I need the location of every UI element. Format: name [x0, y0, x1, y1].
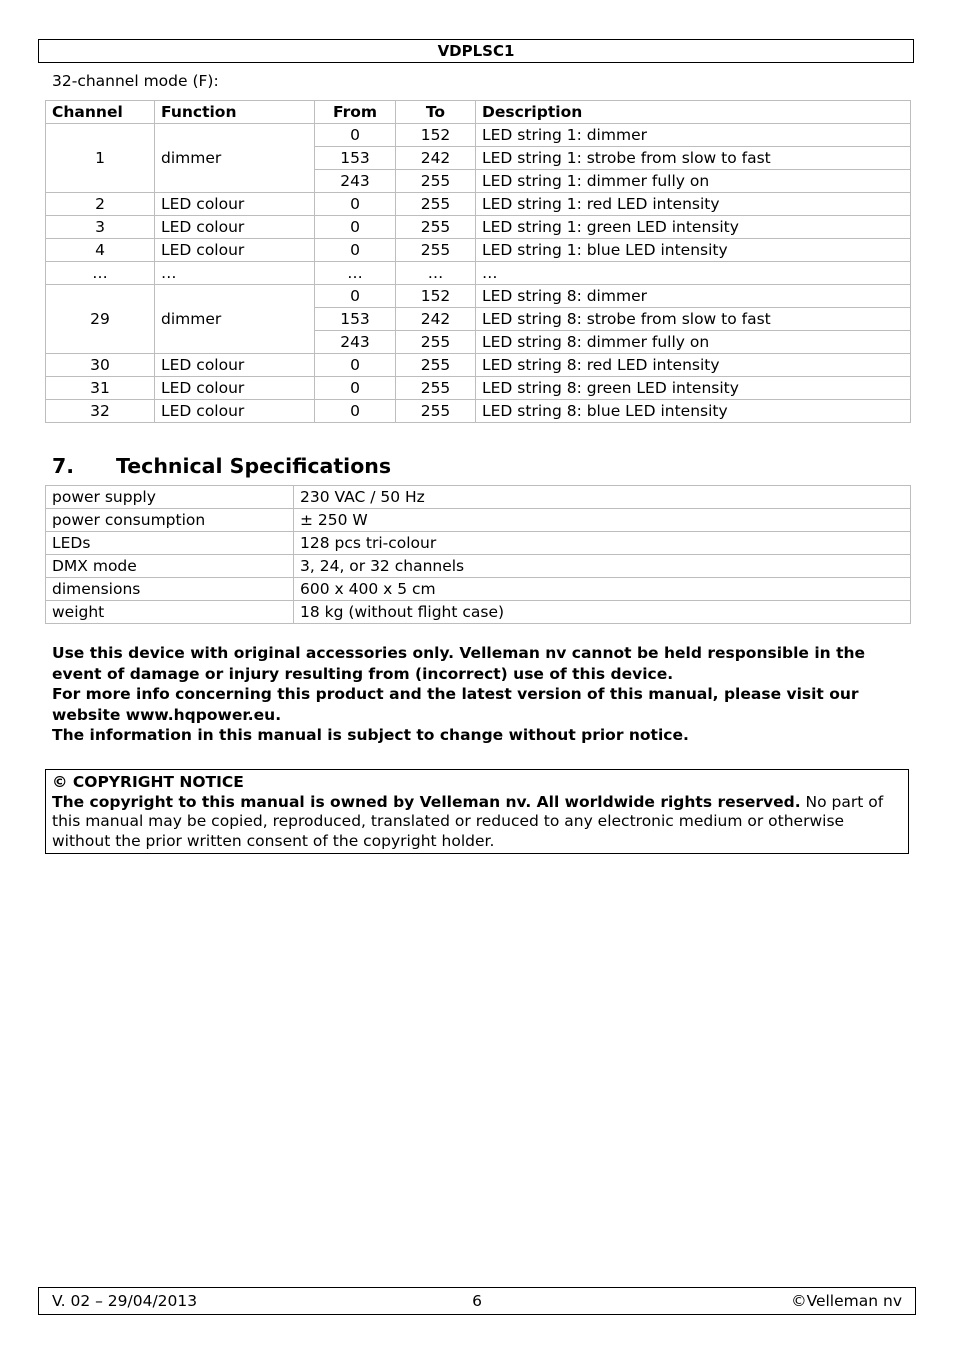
copyright-text: No part of this manual may be copied, reproduced, translated or reduced to any electronic medium or otherwise without the prior written consent of the copyright holder.: [52, 792, 884, 850]
section-title: Technical Specifications: [116, 454, 392, 478]
spec-value: 18 kg (without flight case): [294, 601, 911, 624]
page-header: [38, 39, 914, 63]
spec-row: [46, 509, 911, 532]
description-cell: …: [476, 262, 911, 285]
table-row: [46, 354, 911, 377]
spec-row: [46, 532, 911, 555]
accessories-notice: Use this device with original accessories only. Velleman nv cannot be held responsible in the event of damage or injury resulting from (incorrect) use of this device.: [52, 644, 866, 683]
function-cell: …: [155, 262, 315, 285]
description-cell: LED string 1: green LED intensity: [476, 216, 911, 239]
spec-label: power supply: [46, 486, 294, 509]
table-row: [46, 400, 911, 423]
from-cell: 0: [315, 400, 396, 423]
spec-row: [46, 486, 911, 509]
from-cell: 0: [315, 354, 396, 377]
channel-cell: 4: [46, 239, 155, 262]
copyright-body: [52, 793, 902, 852]
channel-cell: …: [46, 262, 155, 285]
from-cell: 0: [315, 239, 396, 262]
to-cell: 255: [396, 216, 476, 239]
mode-label: 32-channel mode (F):: [52, 72, 219, 90]
to-cell: 255: [396, 170, 476, 193]
channel-cell: 30: [46, 354, 155, 377]
section-number: 7.: [52, 454, 75, 478]
footer-owner: ©Velleman nv: [791, 1292, 902, 1310]
description-cell: LED string 1: dimmer: [476, 124, 911, 147]
table-row: [46, 262, 911, 285]
channel-table: [45, 100, 911, 423]
spec-label: dimensions: [46, 578, 294, 601]
to-cell: 152: [396, 124, 476, 147]
spec-value: 3, 24, or 32 channels: [294, 555, 911, 578]
channel-cell: 31: [46, 377, 155, 400]
spec-row: [46, 555, 911, 578]
spec-label: power consumption: [46, 509, 294, 532]
channel-cell: 29: [46, 285, 155, 354]
function-cell: LED colour: [155, 400, 315, 423]
description-cell: LED string 8: green LED intensity: [476, 377, 911, 400]
page-footer: [38, 1287, 916, 1315]
from-cell: 153: [315, 308, 396, 331]
to-cell: 255: [396, 239, 476, 262]
function-cell: dimmer: [155, 285, 315, 354]
spec-value: ± 250 W: [294, 509, 911, 532]
channel-table-header-row: [46, 101, 911, 124]
table-row: [46, 239, 911, 262]
spec-label: LEDs: [46, 532, 294, 555]
notice-block: [52, 643, 902, 746]
to-cell: …: [396, 262, 476, 285]
function-cell: LED colour: [155, 377, 315, 400]
from-cell: 153: [315, 147, 396, 170]
from-cell: 0: [315, 124, 396, 147]
description-cell: LED string 8: dimmer: [476, 285, 911, 308]
description-cell: LED string 1: blue LED intensity: [476, 239, 911, 262]
spec-value: 230 VAC / 50 Hz: [294, 486, 911, 509]
footer-page-number: 6: [472, 1292, 482, 1310]
table-row: [46, 193, 911, 216]
from-cell: 0: [315, 377, 396, 400]
section-heading: [52, 452, 391, 480]
to-cell: 255: [396, 193, 476, 216]
description-cell: LED string 1: dimmer fully on: [476, 170, 911, 193]
to-cell: 255: [396, 377, 476, 400]
description-cell: LED string 8: blue LED intensity: [476, 400, 911, 423]
description-cell: LED string 8: red LED intensity: [476, 354, 911, 377]
from-cell: 243: [315, 331, 396, 354]
copyright-bold-text: The copyright to this manual is owned by Velleman nv. All worldwide rights reserved.: [52, 792, 801, 811]
specifications-table: [45, 485, 911, 624]
copyright-box: [45, 769, 909, 854]
spec-row: [46, 601, 911, 624]
to-cell: 242: [396, 308, 476, 331]
channel-cell: 32: [46, 400, 155, 423]
model-name: VDPLSC1: [437, 42, 515, 60]
copyright-title: © COPYRIGHT NOTICE: [52, 773, 244, 791]
table-row: [46, 216, 911, 239]
to-cell: 255: [396, 400, 476, 423]
header-to: To: [396, 101, 476, 124]
header-from: From: [315, 101, 396, 124]
channel-cell: 2: [46, 193, 155, 216]
function-cell: dimmer: [155, 124, 315, 193]
from-cell: 0: [315, 216, 396, 239]
description-cell: LED string 8: strobe from slow to fast: [476, 308, 911, 331]
spec-label: weight: [46, 601, 294, 624]
header-channel: Channel: [46, 101, 155, 124]
function-cell: LED colour: [155, 239, 315, 262]
header-description: Description: [476, 101, 911, 124]
change-notice: The information in this manual is subject to change without prior notice.: [52, 726, 689, 744]
spec-row: [46, 578, 911, 601]
to-cell: 255: [396, 331, 476, 354]
channel-cell: 3: [46, 216, 155, 239]
table-row: [46, 377, 911, 400]
description-cell: LED string 1: strobe from slow to fast: [476, 147, 911, 170]
spec-value: 128 pcs tri-colour: [294, 532, 911, 555]
table-row: [46, 124, 911, 147]
website-notice: For more info concerning this product and the latest version of this manual, please visit our website www.hqpower.eu.: [52, 685, 859, 724]
function-cell: LED colour: [155, 216, 315, 239]
to-cell: 242: [396, 147, 476, 170]
footer-version: V. 02 – 29/04/2013: [52, 1292, 198, 1310]
from-cell: 0: [315, 285, 396, 308]
from-cell: …: [315, 262, 396, 285]
spec-label: DMX mode: [46, 555, 294, 578]
spec-value: 600 x 400 x 5 cm: [294, 578, 911, 601]
function-cell: LED colour: [155, 354, 315, 377]
description-cell: LED string 1: red LED intensity: [476, 193, 911, 216]
description-cell: LED string 8: dimmer fully on: [476, 331, 911, 354]
to-cell: 152: [396, 285, 476, 308]
header-function: Function: [155, 101, 315, 124]
table-row: [46, 285, 911, 308]
to-cell: 255: [396, 354, 476, 377]
from-cell: 0: [315, 193, 396, 216]
function-cell: LED colour: [155, 193, 315, 216]
channel-cell: 1: [46, 124, 155, 193]
from-cell: 243: [315, 170, 396, 193]
